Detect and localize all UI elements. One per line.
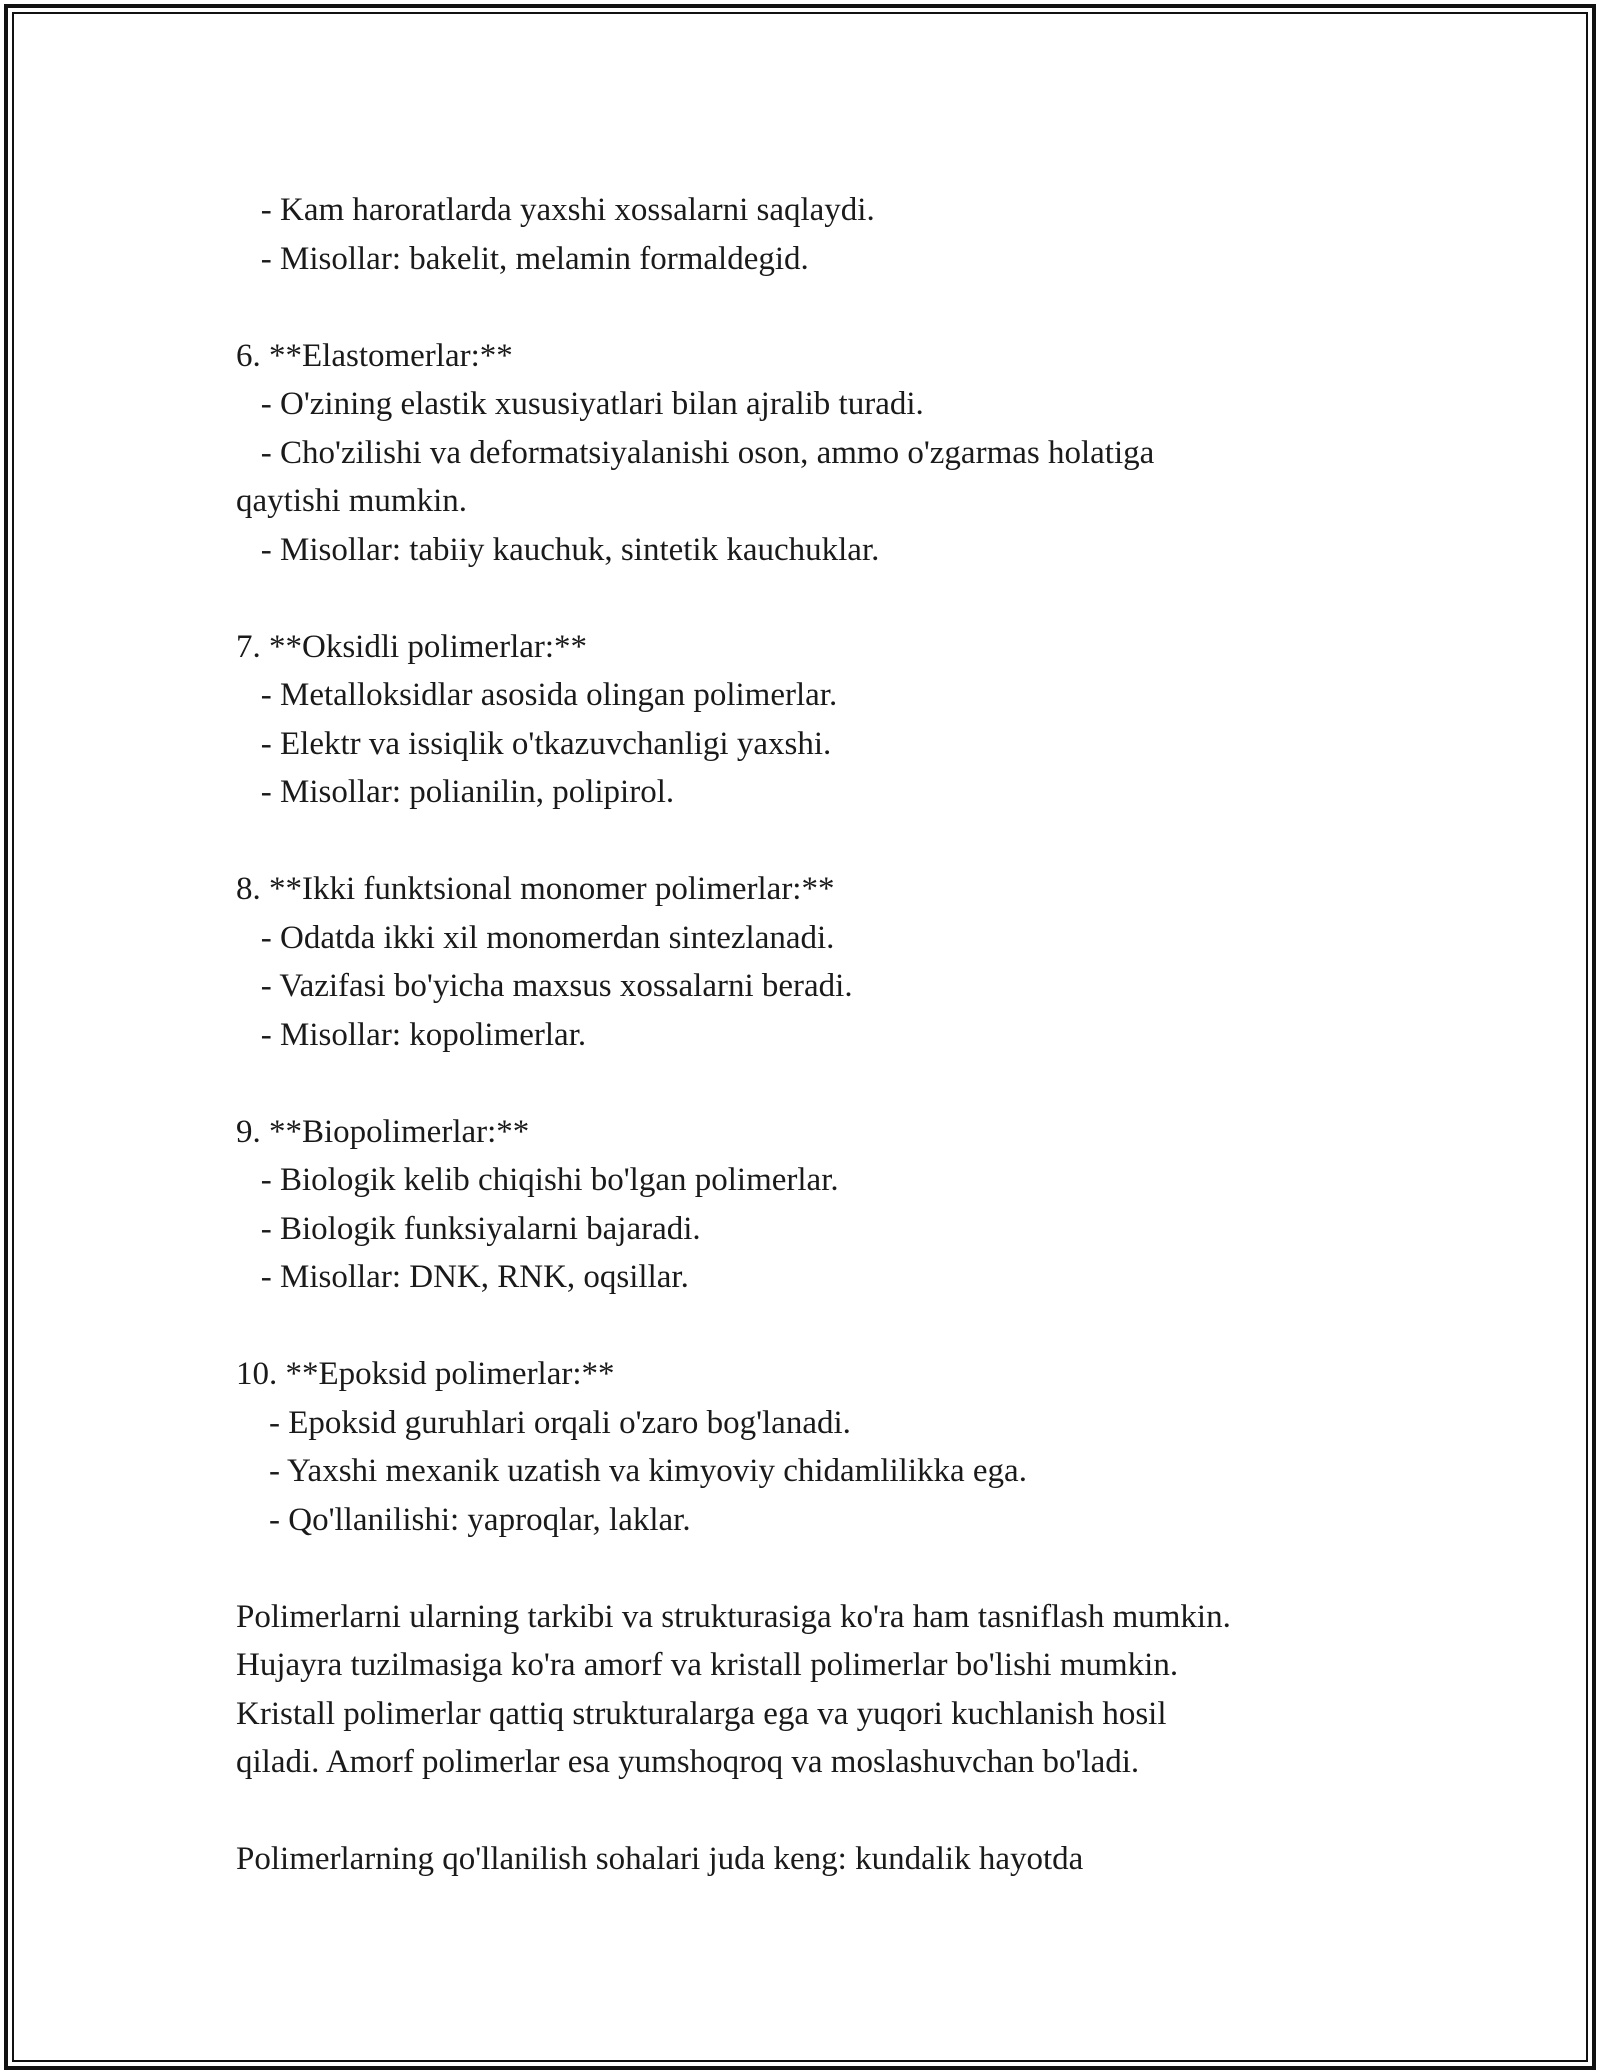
text-line: Polimerlarni ularning tarkibi va strukturasiga ko'ra ham tasniflash mumkin. (236, 1598, 1231, 1635)
text-line: - Metalloksidlar asosida olingan polimerlar. (236, 677, 838, 713)
text-line: qaytishi mumkin. (236, 483, 467, 519)
text-line: Polimerlarning qo'llanilish sohalari juda keng: kundalik hayotda (236, 1841, 1084, 1877)
document-body (236, 186, 1426, 1884)
blank-line (236, 817, 1426, 866)
text-line: Kristall polimerlar qattiq strukturalarga ega va yuqori kuchlanish hosil (236, 1695, 1167, 1732)
text-line: 10. **Epoksid polimerlar:** (236, 1356, 615, 1392)
text-line: - Biologik funksiyalarni bajaradi. (236, 1210, 701, 1247)
text-line: - Epoksid guruhlari orqali o'zaro bog'lanadi. (236, 1404, 851, 1441)
text-line: - Misollar: tabiiy kauchuk, sintetik kauchuklar. (236, 531, 880, 568)
text-line: Hujayra tuzilmasiga ko'ra amorf va kristall polimerlar bo'lishi mumkin. (236, 1647, 1179, 1683)
text-line: - Kam haroratlarda yaxshi xossalarni saqlaydi. (236, 192, 875, 228)
text-line: - Biologik kelib chiqishi bo'lgan polimerlar. (236, 1162, 839, 1198)
text-line: - Misollar: polianilin, polipirol. (236, 774, 675, 810)
text-line: 6. **Elastomerlar:** (236, 337, 513, 374)
text-line: 9. **Biopolimerlar:** (236, 1113, 530, 1150)
text-line: - Vazifasi bo'yicha maxsus xossalarni beradi. (236, 968, 853, 1004)
text-line: - Misollar: kopolimerlar. (236, 1016, 587, 1053)
text-line: - Odatda ikki xil monomerdan sintezlanadi. (236, 919, 835, 956)
blank-line (236, 574, 1426, 623)
blank-line (236, 1787, 1426, 1836)
text-line: - Qo'llanilishi: yaproqlar, laklar. (236, 1501, 691, 1538)
text-line: - Cho'zilishi va deformatsiyalanishi oson, ammo o'zgarmas holatiga (236, 434, 1155, 471)
text-line: qiladi. Amorf polimerlar esa yumshoqroq va moslashuvchan bo'ladi. (236, 1744, 1140, 1780)
blank-line (236, 1059, 1426, 1108)
blank-line (236, 283, 1426, 332)
text-line: 8. **Ikki funktsional monomer polimerlar:** (236, 871, 835, 907)
text-line: - Yaxshi mexanik uzatish va kimyoviy chidamlilikka ega. (236, 1453, 1027, 1489)
text-line: - Misollar: DNK, RNK, oqsillar. (236, 1259, 689, 1295)
text-line: - O'zining elastik xususiyatlari bilan ajralib turadi. (236, 386, 924, 422)
text-line: 7. **Oksidli polimerlar:** (236, 628, 588, 665)
text-line: - Misollar: bakelit, melamin formaldegid. (236, 240, 809, 277)
blank-line (236, 1544, 1426, 1593)
text-line: - Elektr va issiqlik o'tkazuvchanligi yaxshi. (236, 725, 832, 762)
blank-line (236, 1302, 1426, 1351)
